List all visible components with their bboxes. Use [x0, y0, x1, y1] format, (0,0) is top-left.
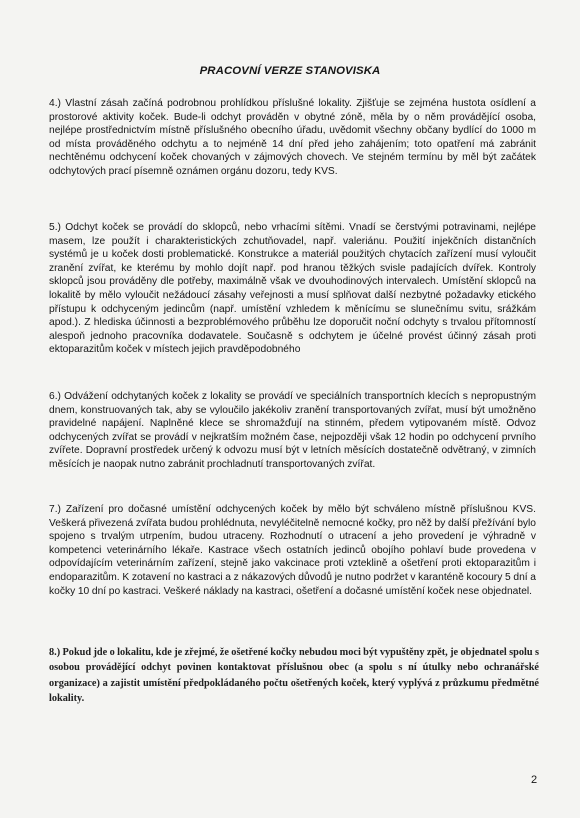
document-title: PRACOVNÍ VERZE STANOVISKA — [199, 65, 381, 77]
paragraph-8: 8.) Pokud jde o lokalitu, kde je zřejmé, že ošetřené kočky nebudou moci být vypuštěny zpět, je objednatel spolu s osobou provádějící odchyt povinen kontaktovat příslušnou obec (a spolu s ní útulky nebo ochranářské organizace) a zajistit umístění předpokládaného počtu ošetřených koček, který vyplývá z průzkumu předmětné lokality. — [49, 647, 539, 705]
paragraph-5: 5.) Odchyt koček se provádí do sklopců, nebo vrhacími sítěmi. Vnadí se čerstvými potravinami, nejlépe masem, lze použít i charakteristických zchutňovadel, např. valeriánu. Použití injekčních distančních systémů je u koček dosti problematické. Konstrukce a materiál použitých chytacích zařízení musí vyloučit zranění zvířat, ke kterému by mohlo dojít např. pod hranou těžkých svisle padajících dvířek. Kontroly sklopců jsou prováděny dle potřeby, maximálně však ve dvouhodinových intervalech. Umístění sklopců na lokalitě by mělo vyloučit nežádoucí zásahy veřejnosti a musí splňovat další nezbytné požadavky etického přístupu k odchyceným jedincům (např. umístění vzhledem k měnícímu se slunečnímu svitu, srážkám apod.). Z hlediska účinnosti a bezproblémového průběhu lze doporučit noční odchyty s trvalou přítomností alespoň jednoho pracovníka dodavatele. Současně s odchytem je účelné provést účinný zásah proti ektoparazitům koček v místech jejich pravděpodobného — [49, 222, 536, 356]
paragraph-6: 6.) Odvážení odchytaných koček z lokality se provádí ve speciálních transportních klecích s nepropustným dnem, konstruovaných tak, aby se vyloučilo jakékoliv zranění transportovaných zvířat, musí být umožněno pravidelné napájení. Naplněné klece se shromažďují na stinném, předem vytipovaném místě. Odvoz odchycených zvířat se provádí v nejkratším možném čase, nejpozději však 12 hodin po odchycení prvního zvířete. Dopravní prostředek určený k odvozu musí být v letních měsících dostatečně odvětraný, v zimních měsících je naopak nutno zabránit prochladnutí transportovaných zvířat. — [49, 391, 536, 470]
page-number: 2 — [531, 774, 538, 786]
paragraph-7: 7.) Zařízení pro dočasné umístění odchycených koček by mělo být schváleno místně příslušnou KVS. Veškerá přivezená zvířata budou prohlédnuta, nevyléčitelně nemocné kočky, pro něž by další přežívání bylo spojeno s trvalým utrpením, budou utraceny. Rozhodnutí o utracení a jeho provedení je výhradně v kompetenci veterinárního lékaře. Kastrace všech ostatních jedinců obojího pohlaví bude provedena v odpovídajícím veterinárním zařízení, stejně jako vakcinace proti vzteklině a ošetření proti ektoparazitům i endoparazitům. K zotavení no kastraci a z nákazových důvodů je nutno podržet v karanténě kocoury 5 dní a kočky 10 dní po kastraci. Veškeré náklady na kastraci, ošetření a dočasné umístění koček nese objednatel. — [49, 504, 536, 597]
paragraph-4: 4.) Vlastní zásah začíná podrobnou prohlídkou příslušné lokality. Zjišťuje se zejména hustota osídlení a prostorové aktivity koček. Bude-li odchyt prováděn v obytné zóně, měla by o něm provádějící osoba, nejlépe prostřednictvím místně příslušného obecního úřadu, uvědomit všechny občany bydlící do 1000 m od místa prováděného odchytu a to nejméně 14 dní před jeho zahájením; toto opatření má zabránit nechtěnému odchycení koček chovaných v zájmových chovech. Ve stejném termínu by měl být začátek odchytových prací písemně oznámen orgánu dozoru, tedy KVS. — [49, 98, 536, 177]
